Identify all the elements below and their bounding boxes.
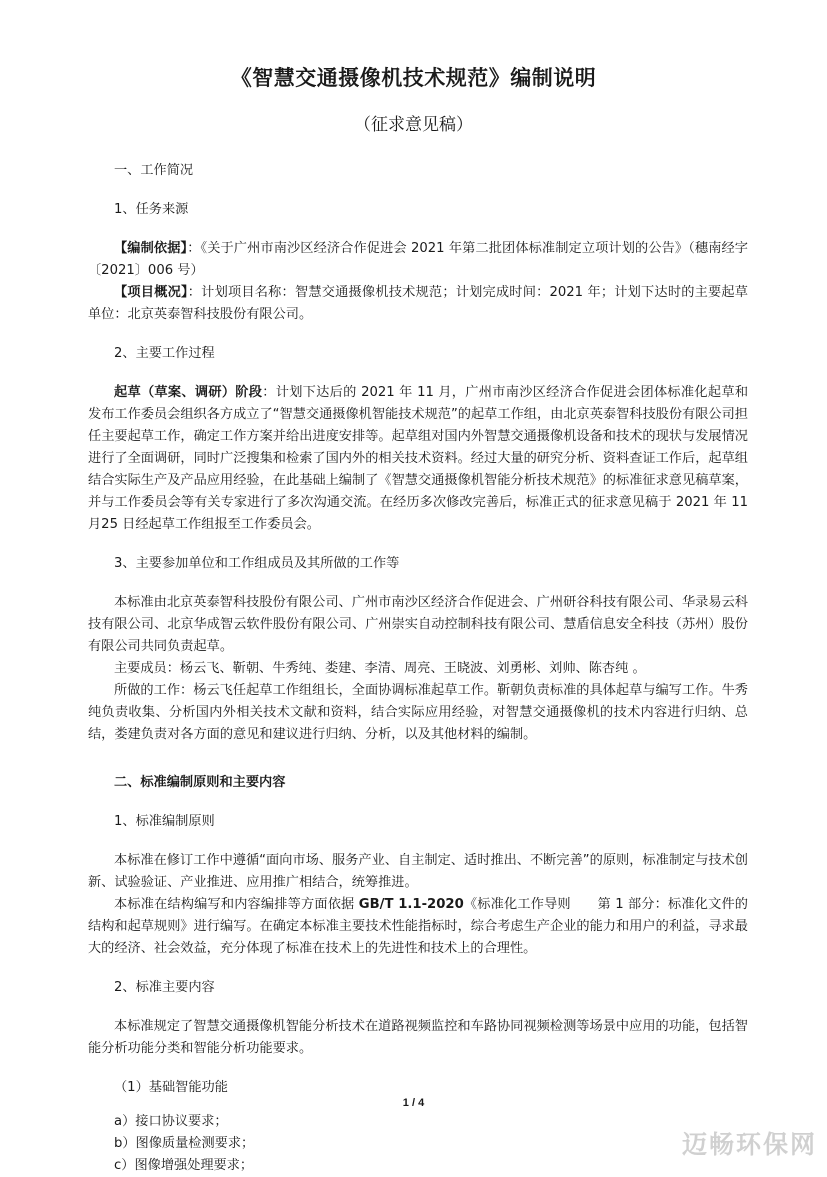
page-subtitle: （征求意见稿） [354,115,473,135]
structure-paragraph [88,894,748,960]
draft-paragraph [88,382,748,536]
standard-code: GB/T 1.1-2020 [358,897,464,912]
list-item: c）图像增强处理要求； [114,1158,254,1173]
overview-text: ：计划项目名称：智慧交通摄像机技术规范；计划完成时间：2021 年；计划下达时的主要起草单位：北京英泰智科技股份有限公司。 [88,285,748,322]
basis-label: 【编制依据】 [114,241,188,256]
units-paragraph: 本标准由北京英泰智科技股份有限公司、广州市南沙区经济合作促进会、广州研谷科技有限公司、华录易云科技有限公司、北京华成智云软件股份有限公司、广州崇实自动控制科技有限公司、慧盾信息安全科技（苏州）股份有限公司共同负责起草。 [88,595,748,654]
structure-text-b: 《标准化工作导则 第 1 部分：标准化文件的结构和起草规则》进行编写。在确定本标准主要技术性能指标时，综合考虑生产企业的能力和用户的利益，寻求最大的经济、社会效益，充分体现了标准在技术上的先进性和技术上的合理性。 [88,897,748,956]
document-body [88,160,748,1177]
section-1-heading: 一、工作简况 [114,163,194,178]
content-paragraph: 本标准规定了智慧交通摄像机智能分析技术在道路视频监控和车路协同视频检测等场景中应用的功能，包括智能分析功能分类和智能分析功能要求。 [88,1019,748,1056]
page-title: 《智慧交通摄像机技术规范》编制说明 [230,66,597,90]
members-paragraph: 主要成员：杨云飞、靳朝、牛秀纯、娄建、李清、周亮、王晓波、刘勇彬、刘帅、陈杏纯 。 [114,661,646,676]
section-2-heading: 二、标准编制原则和主要内容 [114,775,286,790]
basis-paragraph [88,238,748,282]
section-2-1-heading: 1、标准编制原则 [114,814,215,829]
section-1-1-heading: 1、任务来源 [114,202,189,217]
overview-label: 【项目概况】 [114,285,188,300]
work-paragraph: 所做的工作：杨云飞任起草工作组组长，全面协调标准起草工作。靳朝负责标准的具体起草与编写工作。牛秀纯负责收集、分析国内外相关技术文献和资料，结合实际应用经验，对智慧交通摄像机的技术内容进行归纳、总结，娄建负责对各方面的意见和建议进行归纳、分析，以及其他材料的编制。 [88,683,748,742]
watermark: 迈畅环保网 [681,1130,817,1159]
list-item: b）图像质量检测要求； [114,1136,255,1151]
section-1-3-heading: 3、主要参加单位和工作组成员及其所做的工作等 [114,556,400,571]
basis-text: ：《关于广州市南沙区经济合作促进会 2021 年第二批团体标准制定立项计划的公告》（穗南经字〔2021〕006 号） [88,241,748,278]
principle-paragraph: 本标准在修订工作中遵循“面向市场、服务产业、自主制定、适时推出、不断完善”的原则，标准制定与技术创新、试验验证、产业推进、应用推广相结合，统筹推进。 [88,853,748,890]
basic-functions-heading: （1）基础智能功能 [114,1080,228,1095]
list-item: a）接口协议要求； [114,1114,228,1129]
page-number: 1 / 4 [402,1097,425,1109]
overview-paragraph [88,282,748,326]
draft-label: 起草（草案、调研）阶段 [114,385,263,400]
draft-text: ：计划下达后的 2021 年 11 月，广州市南沙区经济合作促进会团体标准化起草和发布工作委员会组织各方成立了“智慧交通摄像机智能技术规范”的起草工作组，由北京英泰智科技股份有限公司担任主要起草工作，确定工作方案并给出进度安排等。起草组对国内外智慧交通摄像机设备和技术的现状与发展情况进行了全面调研，同时广泛搜集和检索了国内外的相关技术资料。经过大量的研究分析、资料查证工作后，起草组结合实际生产及产品应用经验，在此基础上编制了《智慧交通摄像机智能分析技术规范》的标准征求意见稿草案，并与工作委员会等有关专家进行了多次沟通交流。在经历多次修改完善后，标准正式的征求意见稿于 2021 年 11 月25 日经起草工作组报至工作委员会。 [88,385,749,532]
section-1-2-heading: 2、主要工作过程 [114,346,215,361]
section-2-2-heading: 2、标准主要内容 [114,980,215,995]
structure-text-a: 本标准在结构编写和内容编排等方面依据 [114,897,359,912]
